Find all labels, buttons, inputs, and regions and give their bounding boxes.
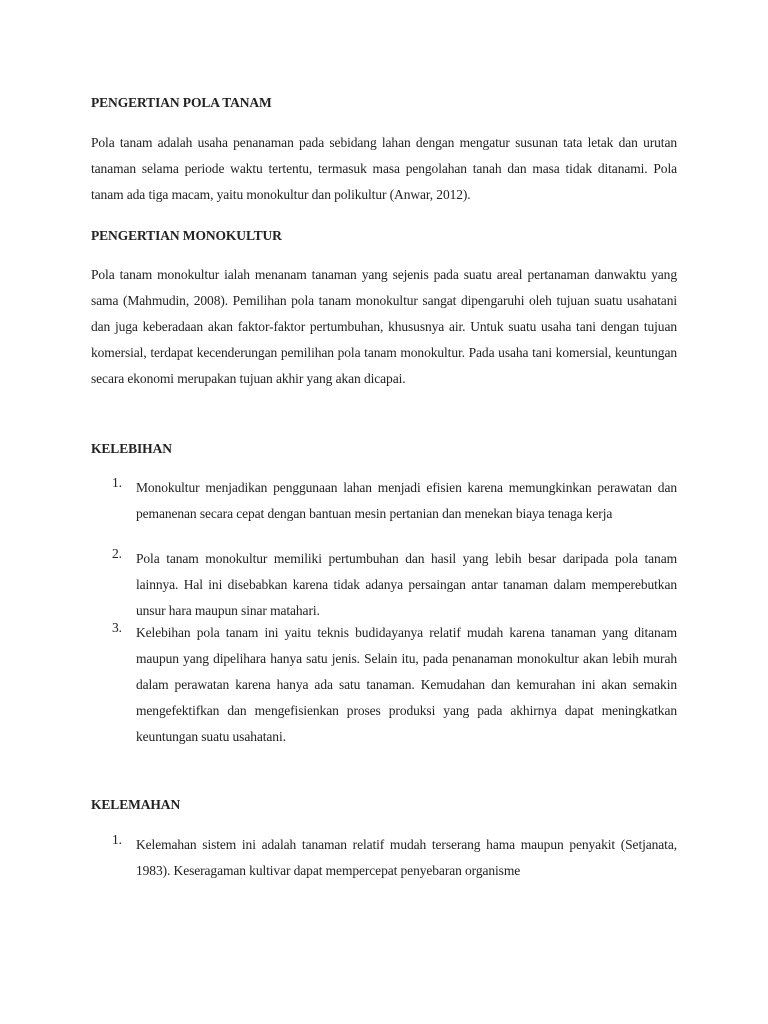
heading-kelemahan: KELEMAHAN [91, 797, 181, 812]
paragraph-monokultur: Pola tanam monokultur ialah menanam tanaman yang sejenis pada suatu areal pertanaman danwaktu yang sama (Mahmudin, 2008). Pemilihan pola tanam monokultur sangat dipengaruhi oleh tujuan suatu usahatani dan juga keberadaan akan faktor-faktor pertumbuhan, khususnya air. Untuk suatu usaha tani dengan tujuan komersial, terdapat kecenderungan pemilihan pola tanam monokultur. Pada usaha tani komersial, keuntungan secara ekonomi merupakan tujuan akhir yang akan dicapai. [91, 267, 677, 386]
list-number: 1. [112, 832, 122, 847]
list-number: 3. [112, 620, 122, 635]
paragraph-pola-tanam: Pola tanam adalah usaha penanaman pada sebidang lahan dengan mengatur susunan tata letak dan urutan tanaman selama periode waktu tertentu, termasuk masa pengolahan tanah dan masa tidak ditanami. Pola tanam ada tiga macam, yaitu monokultur dan polikultur (Anwar, 2012). [91, 135, 677, 202]
kelebihan-item-2 [112, 546, 677, 624]
list-item-text: Monokultur menjadikan penggunaan lahan menjadi efisien karena memungkinkan perawatan dan pemanenan secara cepat dengan bantuan mesin pertanian dan menekan biaya tenaga kerja [136, 480, 677, 521]
heading-kelebihan: KELEBIHAN [91, 441, 172, 456]
list-item-text: Pola tanam monokultur memiliki pertumbuhan dan hasil yang lebih besar daripada pola tanam lainnya. Hal ini disebabkan karena tidak adanya persaingan antar tanaman dalam memperebutkan unsur hara maupun sinar matahari. [136, 551, 677, 618]
list-item-text: Kelemahan sistem ini adalah tanaman relatif mudah terserang hama maupun penyakit (Setjanata, 1983). Keseragaman kultivar dapat mempercepat penyebaran organisme [136, 837, 677, 878]
kelebihan-item-3 [112, 620, 677, 750]
list-number: 2. [112, 546, 122, 561]
kelebihan-item-1 [112, 475, 677, 527]
list-item-text: Kelebihan pola tanam ini yaitu teknis budidayanya relatif mudah karena tanaman yang ditanam maupun yang dipelihara hanya satu jenis. Selain itu, pada penanaman monokultur akan lebih murah dalam perawatan karena hanya ada satu tanaman. Kemudahan dan kemurahan ini akan semakin mengefektifkan dan mengefisienkan proses produksi yang pada akhirnya dapat meningkatkan keuntungan suatu usahatani. [136, 625, 677, 744]
heading-pengertian-pola-tanam: PENGERTIAN POLA TANAM [91, 95, 272, 110]
kelemahan-item-1 [112, 832, 677, 884]
list-number: 1. [112, 475, 122, 490]
heading-pengertian-monokultur: PENGERTIAN MONOKULTUR [91, 228, 282, 243]
